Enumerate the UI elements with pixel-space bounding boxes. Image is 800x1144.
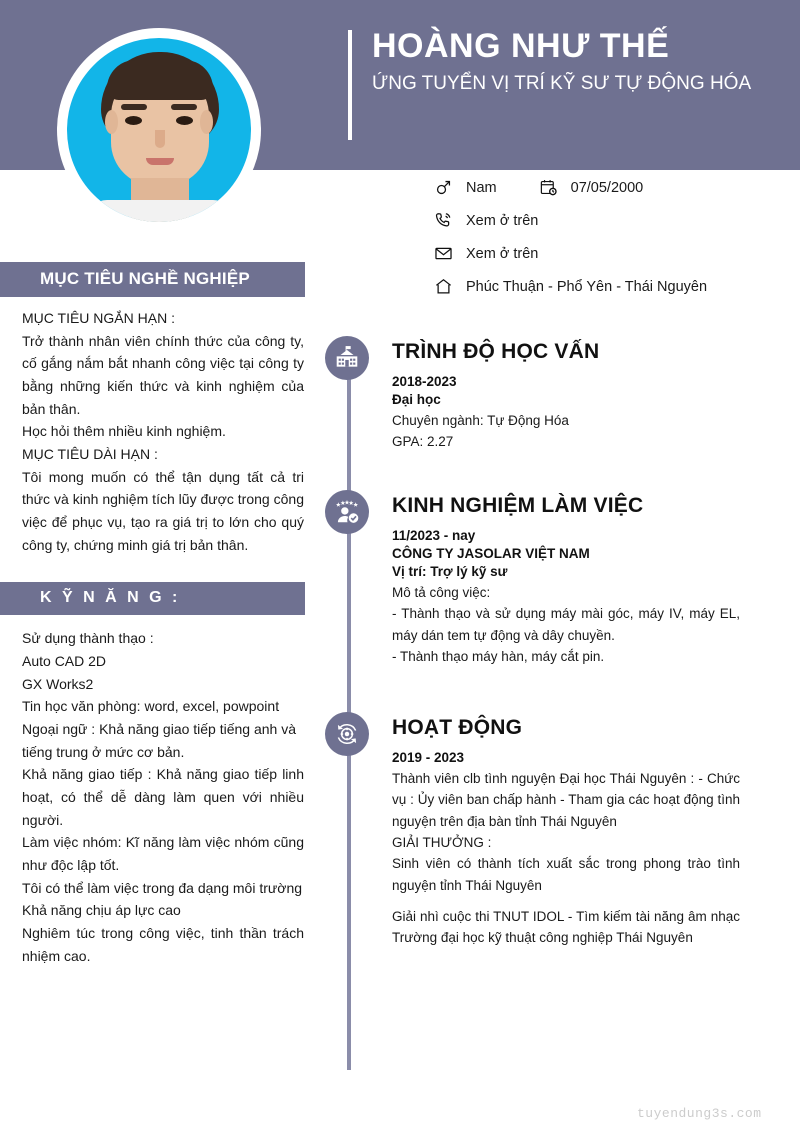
section-title-experience: KINH NGHIỆM LÀM VIỆC	[392, 494, 644, 517]
objective-line: Tôi mong muốn có thể tận dụng tất cả tri thức và kinh nghiệm tích lũy được trong công việc để phục vụ, tạo ra giá trị to lớn cho quý công ty, chứng minh giá trị bản thân.	[22, 468, 304, 553]
phone-value: Xem ở trên	[466, 212, 539, 229]
skill-line: Khả năng chịu áp lực cao	[22, 902, 181, 919]
contact-row-email	[434, 244, 794, 263]
watermark: tuyendung3s.com	[637, 1106, 762, 1121]
education-line: Chuyên ngành: Tự Động Hóa	[392, 413, 569, 428]
objective-line: Học hỏi thêm nhiều kinh nghiệm.	[22, 423, 226, 440]
education-period: 2018-2023	[392, 374, 457, 389]
objective-line: Trở thành nhân viên chính thức của công ty, cố gắng nắm bắt nhanh công việc tại công ty bằng những kiến thức và kinh nghiệm của bản thân.	[22, 332, 304, 417]
avatar-photo	[67, 38, 251, 222]
activities-line: Giải nhì cuộc thi TNUT IDOL - Tìm kiếm tài năng âm nhạc Trường đại học kỹ thuật công nghiệp Thái Nguyên	[392, 908, 740, 946]
left-column	[0, 262, 318, 967]
gear-refresh-icon	[325, 712, 369, 756]
gender-value: Nam	[466, 179, 497, 196]
phone-icon	[434, 211, 460, 230]
experience-company: CÔNG TY JASOLAR VIỆT NAM	[392, 546, 590, 561]
envelope-icon	[434, 244, 460, 263]
contact-row-gender-dob	[434, 178, 794, 197]
activities-line: Sinh viên có thành tích xuất sắc trong phong trào tình nguyện tỉnh Thái Nguyên	[392, 856, 740, 893]
school-icon	[325, 336, 369, 380]
timeline-entry-education	[392, 340, 740, 453]
contact-area	[434, 178, 794, 310]
objective-line: MỤC TIÊU DÀI HẠN :	[22, 446, 158, 463]
experience-line: Mô tả công việc:	[392, 585, 491, 600]
header-divider	[348, 30, 352, 140]
skill-line: Ngoại ngữ : Khả năng giao tiếp tiếng anh và tiếng trung ở mức cơ bản.	[22, 721, 297, 760]
education-degree: Đại học	[392, 392, 441, 407]
timeline-entry-activities	[392, 716, 740, 949]
skill-line: GX Works2	[22, 675, 94, 692]
skill-line: Auto CAD 2D	[22, 653, 107, 670]
calendar-icon	[539, 178, 565, 197]
avatar	[57, 28, 261, 232]
timeline-entry-experience	[392, 494, 740, 667]
email-value: Xem ở trên	[466, 245, 539, 262]
section-title-activities: HOẠT ĐỘNG	[392, 716, 523, 739]
contact-row-address	[434, 277, 794, 296]
dob-value: 07/05/2000	[570, 179, 644, 196]
activities-line: GIẢI THƯỞNG :	[392, 834, 492, 850]
activities-period: 2019 - 2023	[392, 750, 465, 765]
skill-line: Làm việc nhóm: Kĩ năng làm việc nhóm cũng như độc lập tốt.	[22, 834, 304, 874]
address-value: Phúc Thuận - Phổ Yên - Thái Nguyên	[466, 278, 708, 295]
skill-line: Sử dụng thành thạo :	[22, 630, 154, 647]
skill-line: Nghiêm túc trong công việc, tinh thần trách nhiệm cao.	[22, 925, 304, 964]
section-title-education: TRÌNH ĐỘ HỌC VẤN	[392, 340, 600, 363]
education-line: GPA: 2.27	[392, 434, 454, 450]
experience-line: - Thành thạo và sử dụng máy mài góc, máy IV, máy EL, máy dán tem tự động và dây chuyền.	[392, 606, 740, 643]
skills-body	[0, 615, 318, 967]
objective-body	[0, 297, 318, 556]
name-block	[372, 28, 772, 97]
experience-period: 11/2023 - nay	[392, 528, 476, 543]
candidate-name: HOÀNG NHƯ THẾ	[372, 27, 670, 65]
contact-row-phone	[434, 211, 794, 230]
home-icon	[434, 277, 460, 296]
skill-line: Tin học văn phòng: word, excel, powpoint	[22, 698, 280, 715]
section-heading-objective: MỤC TIÊU NGHỀ NGHIỆP	[0, 262, 305, 297]
experience-position: Vị trí: Trợ lý kỹ sư	[392, 564, 508, 579]
candidate-role: ỨNG TUYỂN VỊ TRÍ KỸ SƯ TỰ ĐỘNG HÓA	[372, 73, 752, 95]
user-stars-check-icon	[325, 490, 369, 534]
skill-line: Khả năng giao tiếp : Khả năng giao tiếp linh hoạt, có thể dễ dàng làm quen với nhiều người.	[22, 766, 304, 828]
objective-line: MỤC TIÊU NGẮN HẠN :	[22, 310, 175, 326]
skill-line: Tôi có thể làm việc trong đa dạng môi trường	[22, 879, 303, 896]
gender-icon	[434, 178, 460, 197]
experience-line: - Thành thạo máy hàn, máy cắt pin.	[392, 648, 605, 664]
activities-line: Thành viên clb tình nguyện Đại học Thái Nguyên : - Chức vụ : Ủy viên ban chấp hành - Tham gia các hoạt động tình nguyện trên địa bàn tỉnh Thái Nguyên	[392, 771, 740, 829]
section-heading-skills: K Ỹ N Ă N G :	[0, 582, 305, 615]
timeline-line	[347, 352, 351, 1070]
